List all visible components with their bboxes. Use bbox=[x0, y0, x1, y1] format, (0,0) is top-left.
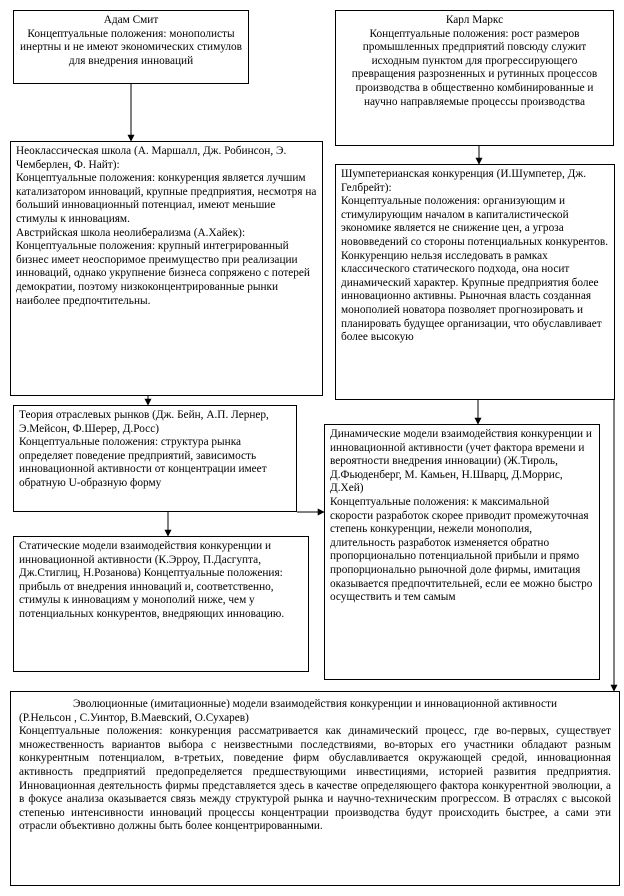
static-text: Статические модели взаимодействия конкуренции и инновационной активности (К.Эрроу, П.Дасгупта, Дж.Стиглиц, Н.Розанова) Концептуальные положения: прибыль от внедрения инноваций и, соответственно, стимулы к инновациям у монополий ниже, чем у потенциальных конкурентов, внедряющих инновацию. bbox=[19, 540, 285, 620]
industrial-box bbox=[13, 405, 297, 512]
smith-box bbox=[13, 10, 249, 84]
smith-text: Адам Смит Концептуальные положения: монополисты инертны и не имеют экономических стимулов для внедрения инноваций bbox=[19, 14, 242, 67]
schumpeter-box bbox=[335, 164, 615, 400]
dynamic-box bbox=[324, 424, 600, 680]
static-box bbox=[13, 536, 309, 672]
neoclassical-text: Неоклассическая школа (А. Маршалл, Дж. Робинсон, Э. Чемберлен, Ф. Найт): Концептуальные положения: конкуренция является лучшим катализатором инноваций, крупные предприятия, несмотря на больший инновационный потенциал, имеют меньшие стимулы к инновациям. Австрийская школа неолиберализма (А.Хайек): Концептуальные положения: крупный интегрированный бизнес имеет неоспоримое преимущество при реализации инноваций, однако укрупнение бизнеса сопряжено с потерей демократии, поэтому низкоконцентрированные рынки наиболее предпочтительны. bbox=[16, 145, 317, 307]
neoclassical-box bbox=[10, 141, 323, 396]
evolutionary-text: Концептуальные положения: конкуренция рассматривается как динамический процесс, где во-первых, существует множественность вариантов выбора с неизвестными последствиями, во-вторых его участники обладают разным конкурентным потенциалом, в-третьих, поведение фирм обуславливается окружающей средой, инновационная активность предприятий предопределяется предшествующими инвестициями, историей развития предприятия. Инновационная деятельность фирмы представляется здесь в качестве определяющего фактора конкурентной эволюции, а в фокусе анализа оказывается связь между структурой рынка и научно-техническим прогрессом. В отраслях с высокой степенью интенсивности инноваций процессы концентрации производства будут происходить быстрее, а сами эти отрасли объективно должны быть более концентрированными. bbox=[19, 725, 611, 833]
evolutionary-title: Эволюционные (имитационные) модели взаимодействия конкуренции и инновационной активности bbox=[73, 698, 557, 710]
evolutionary-box bbox=[10, 691, 620, 886]
marx-box bbox=[335, 10, 614, 146]
industrial-text: Теория отраслевых рынков (Дж. Бейн, А.П. Лернер, Э.Мейсон, Ф.Шерер, Д.Росс) Концептуальные положения: структура рынка определяет поведение предприятий, зависимость инновационной активности от концентрации имеет обратную U-образную форму bbox=[19, 409, 269, 489]
evolutionary-authors: (Р.Нельсон , С.Уинтор, В.Маевский, О.Сухарев) bbox=[19, 711, 249, 724]
marx-text: Карл Маркс Концептуальные положения: рост размеров промышленных предприятий повсюду служит исходным пунктом для прогрессирующего превращения разрозненных и рутинных процессов производства в общественно комбинированные и научно направляемые процессы производства bbox=[351, 14, 598, 108]
schumpeter-text: Шумпетерианская конкуренция (И.Шумпетер, Дж. Гелбрейт): Концептуальные положения: организующим и стимулирующим началом в капиталистической экономике является не снижение цен, а угроза нововведений со стороны потенциальных конкурентов. Конкуренцию нельзя исследовать в рамках классического статического подхода, она носит динамический характер. Крупные предприятия более инновационно активны. Рыночная власть созданная монополией новатора позволяет прогнозировать и планировать будущее организации, что обуславливает более высокую bbox=[341, 168, 609, 344]
dynamic-text: Динамические модели взаимодействия конкуренции и инновационной активности (учет фактора времени и вероятности внедрения инновации) (Ж.Тироль, Д.Фьюденберг, М. Камьен, Н.Шварц, Д.Моррис, Д.Хей) Концептуальные положения: к максимальной скорости разработок скорее приводит промежуточная степень конкуренции, нежели монополия, длительность разработок изменяется обратно пропорционально потенциальной прибыли и прямо пропорционально рыночной доле фирмы, имитация оказывается предпочтительней, если ее можно быстро осуществить и тем самым bbox=[330, 428, 593, 604]
